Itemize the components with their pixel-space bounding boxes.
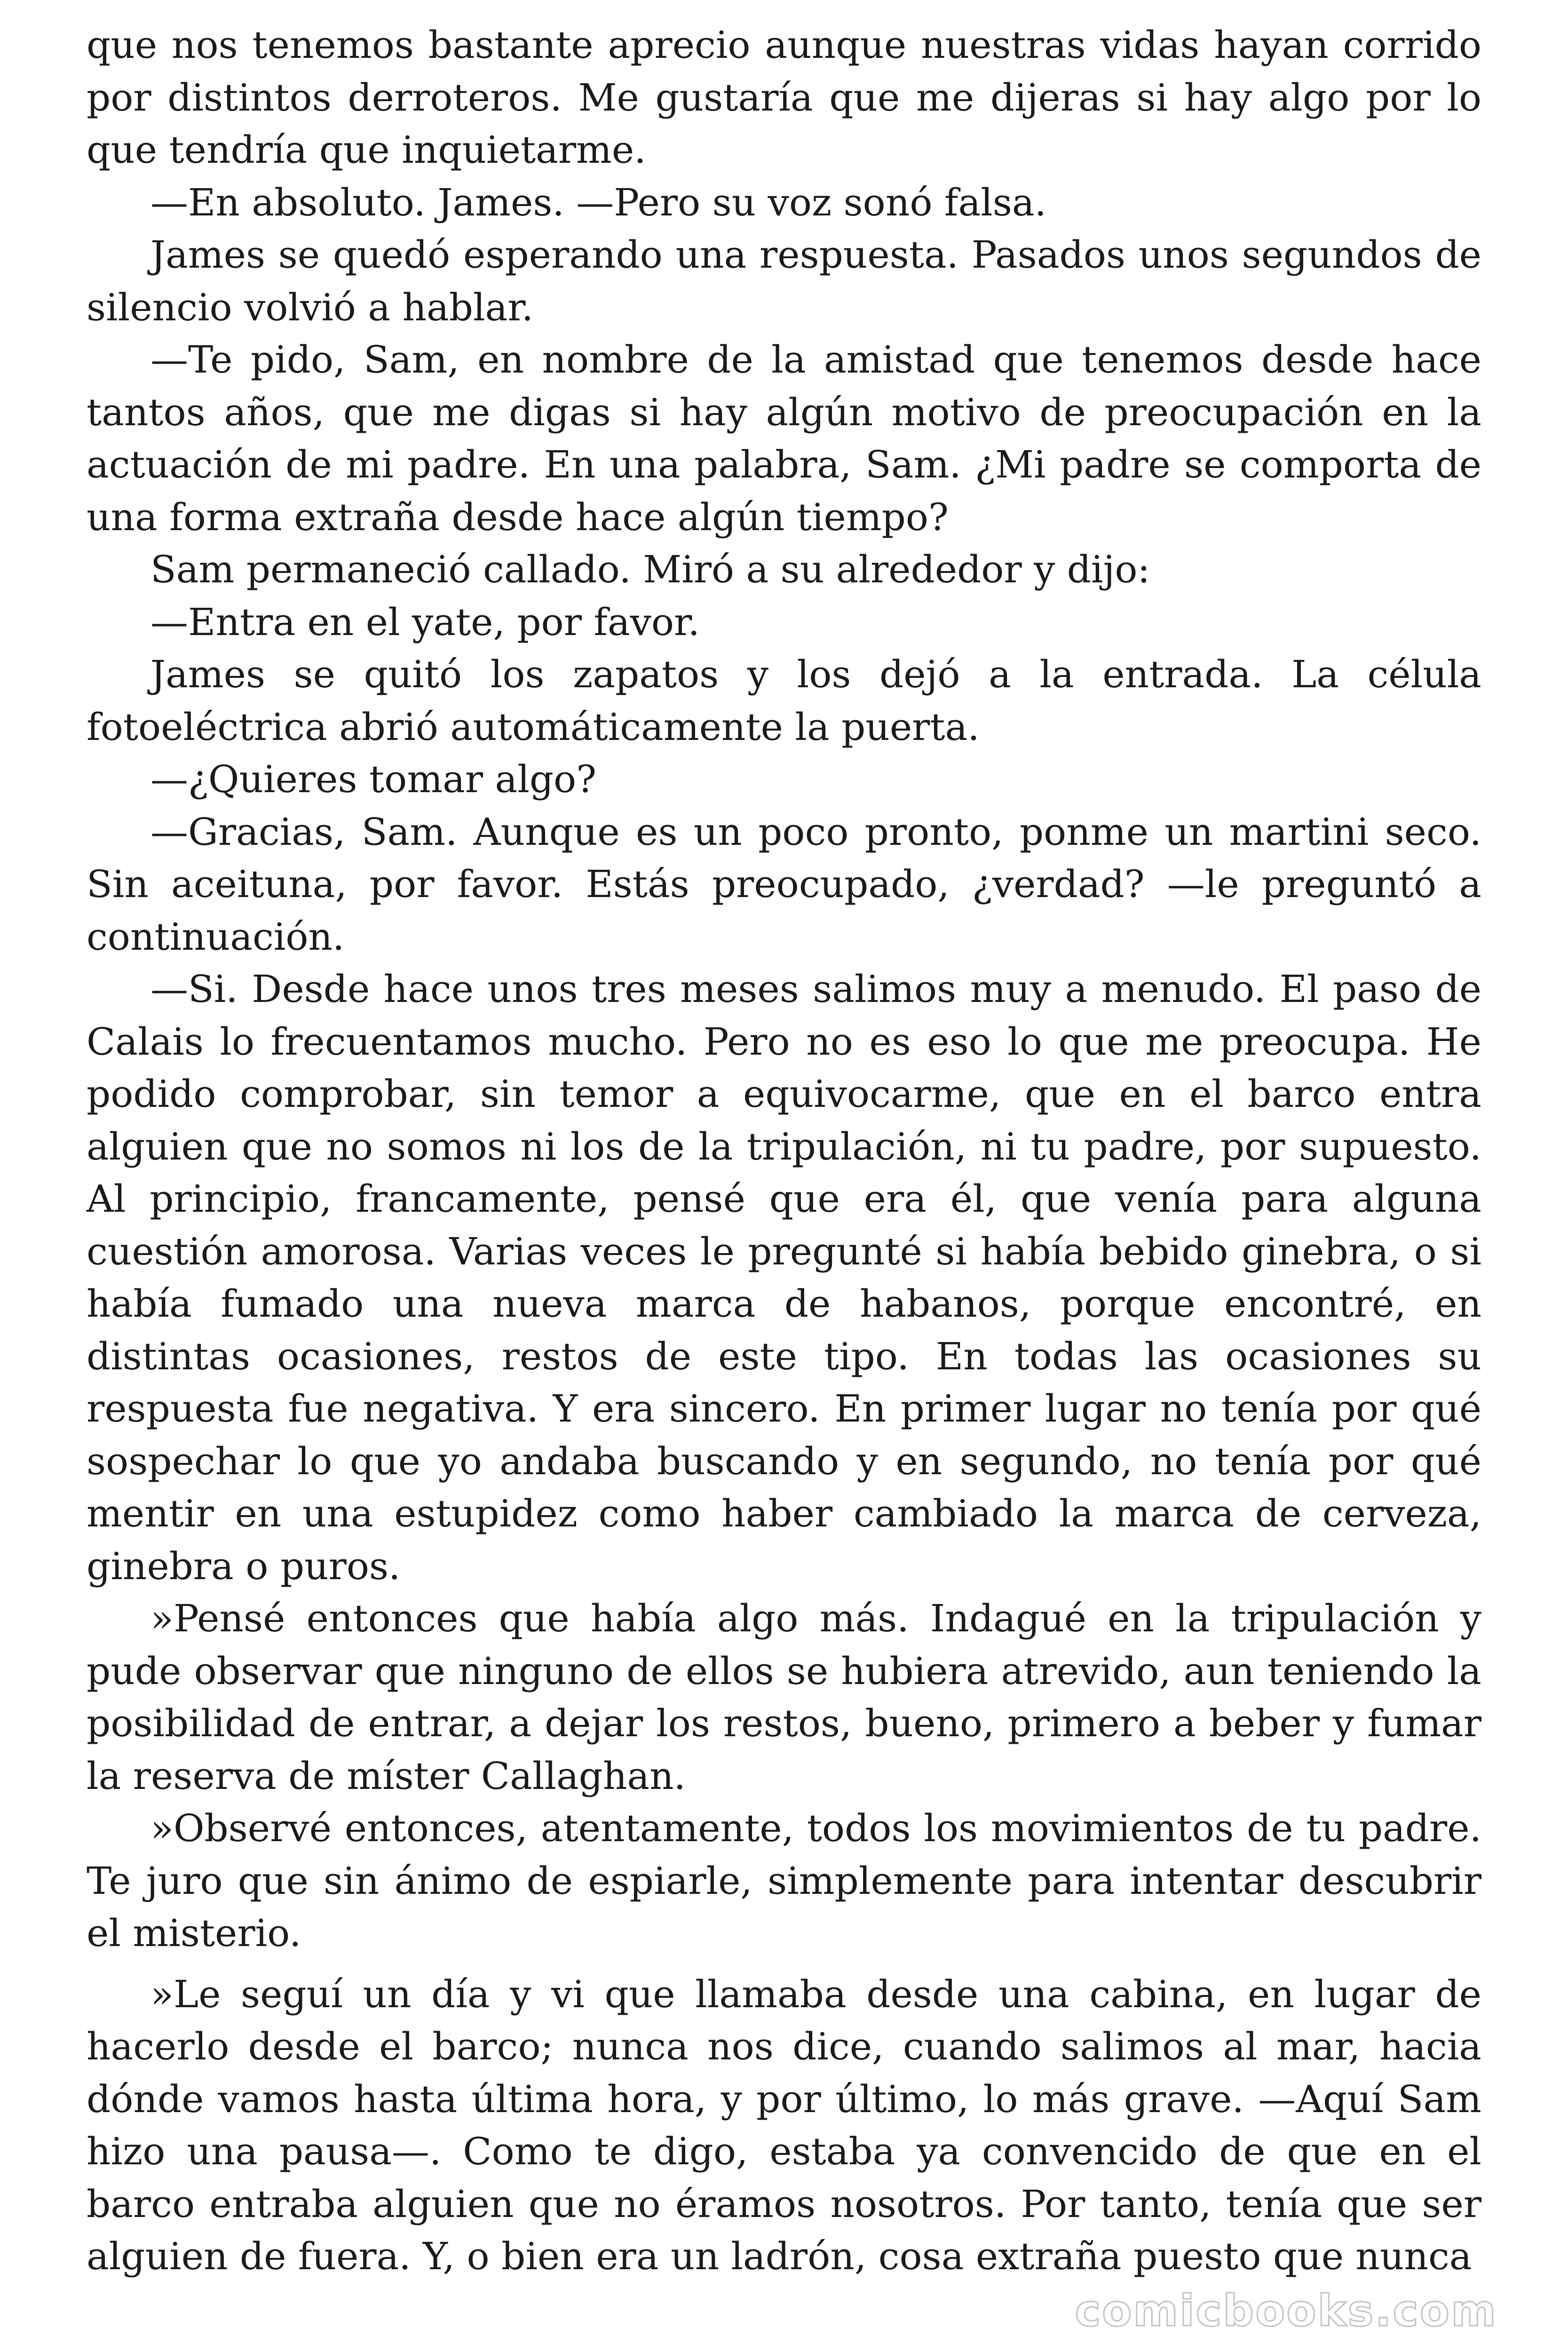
paragraph-narration: James se quedó esperando una respuesta. Pasados unos segundos de silencio volvió a hablar. [87, 233, 1481, 329]
watermark-logo: comicbooks.com [1075, 2286, 1497, 2336]
paragraph-quote-continuation: »Observé entonces, atentamente, todos los movimientos de tu padre. Te juro que sin ánimo de espiarle, simplemente para intentar descubrir el misterio. [87, 1806, 1481, 1955]
paragraph-quote-continuation: »Pensé entonces que había algo más. Indagué en la tripulación y pude observar que ninguno de ellos se hubiera atrevido, aun teniendo la posibilidad de entrar, a dejar los restos, bueno, primero a beber y fumar la reserva de míster Callaghan. [87, 1597, 1481, 1798]
book-page-text [87, 19, 1481, 2283]
paragraph-narration: James se quitó los zapatos y los dejó a la entrada. La célula fotoeléctrica abrió automáticamente la puerta. [87, 652, 1481, 749]
paragraph-continuation: que nos tenemos bastante aprecio aunque nuestras vidas hayan corrido por distintos derroteros. Me gustaría que me dijeras si hay algo por lo que tendría que inquietarme. [87, 23, 1481, 172]
paragraph-dialogue: —Si. Desde hace unos tres meses salimos muy a menudo. El paso de Calais lo frecuentamos mucho. Pero no es eso lo que me preocupa. He podido comprobar, sin temor a equivocarme, que en el barco entra alguien que no somos ni los de la tripulación, ni tu padre, por supuesto. Al principio, francamente, pensé que era él, que venía para alguna cuestión amorosa. Varias veces le pregunté si había bebido ginebra, o si había fumado una nueva marca de habanos, porque encontré, en distintas ocasiones, restos de este tipo. En todas las ocasiones su respuesta fue negativa. Y era sincero. En primer lugar no tenía por qué sospechar lo que yo andaba buscando y en segundo, no tenía por qué mentir en una estupidez como haber cambiado la marca de cerveza, ginebra o puros. [87, 967, 1481, 1588]
paragraph-dialogue: —¿Quieres tomar algo? [150, 757, 597, 801]
paragraph-dialogue: —Te pido, Sam, en nombre de la amistad que tenemos desde hace tantos años, que me digas si hay algún motivo de preocupación en la actuación de mi padre. En una palabra, Sam. ¿Mi padre se comporta de una forma extraña desde hace algún tiempo? [87, 338, 1481, 539]
paragraph-dialogue: —Entra en el yate, por favor. [150, 600, 700, 644]
paragraph-dialogue: —En absoluto. James. —Pero su voz sonó falsa. [150, 180, 1046, 224]
paragraph-dialogue: —Gracias, Sam. Aunque es un poco pronto, ponme un martini seco. Sin aceituna, por favor. Estás preocupado, ¿verdad? —le preguntó a continuación. [87, 810, 1481, 959]
paragraph-quote-continuation: »Le seguí un día y vi que llamaba desde una cabina, en lugar de hacerlo desde el barco; nunca nos dice, cuando salimos al mar, hacia dónde vamos hasta última hora, y por último, lo más grave. —Aquí Sam hizo una pausa—. Como te digo, estaba ya convencido de que en el barco entraba alguien que no éramos nosotros. Por tanto, tenía que ser alguien de fuera. Y, o bien era un ladrón, cosa extraña puesto que nunca [87, 1972, 1481, 2278]
paragraph-narration: Sam permaneció callado. Miró a su alrededor y dijo: [150, 548, 1150, 591]
